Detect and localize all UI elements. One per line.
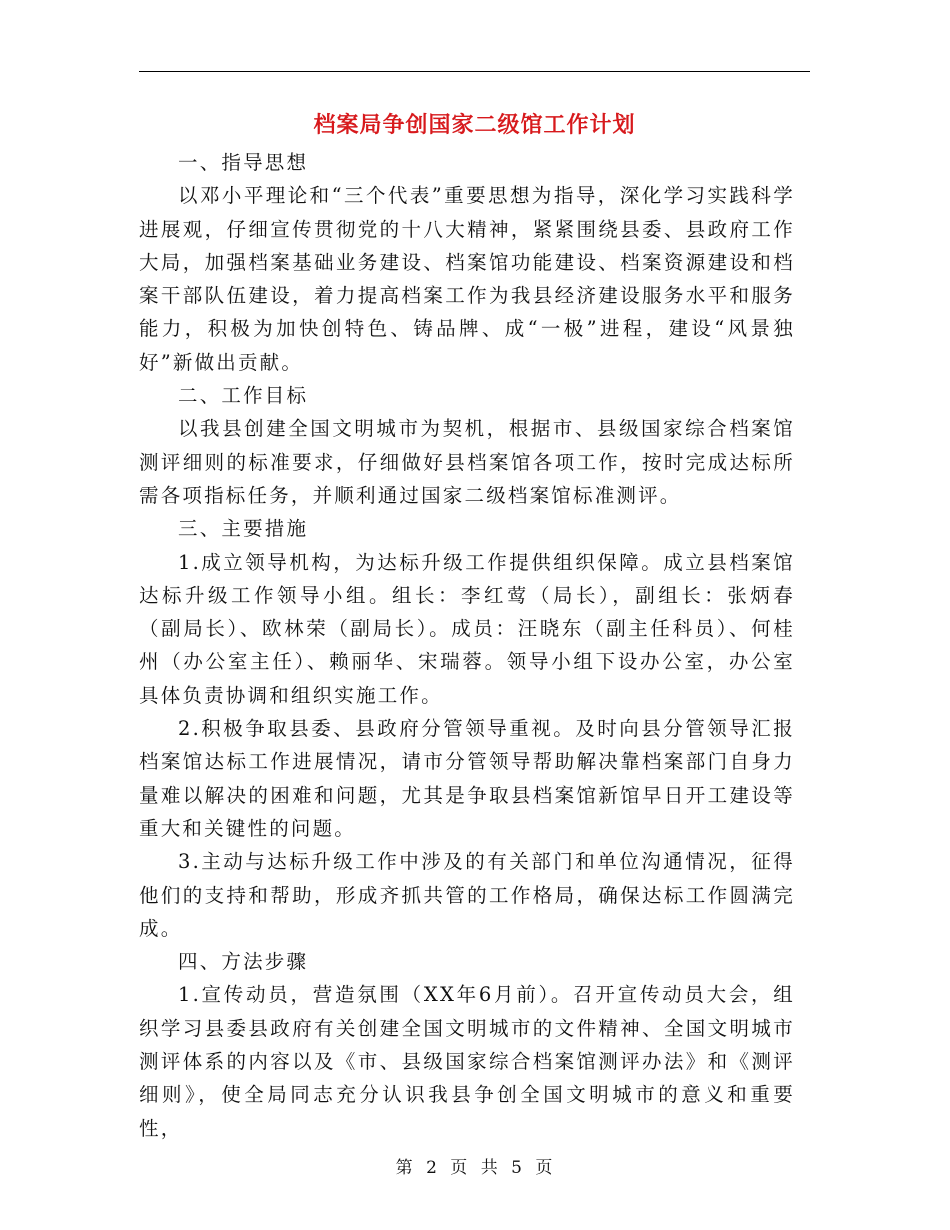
header-rule xyxy=(139,71,810,72)
paragraph: 3.主动与达标升级工作中涉及的有关部门和单位沟通情况，征得他们的支持和帮助，形成齐抓共管的工作格局，确保达标工作圆满完成。 xyxy=(139,850,795,940)
section-heading-1: 一、指导思想 xyxy=(178,151,309,174)
section-heading-2: 二、工作目标 xyxy=(178,384,309,408)
document-title: 档案局争创国家二级馆工作计划 xyxy=(313,112,636,138)
paragraph: 1.成立领导机构，为达标升级工作提供组织保障。成立县档案馆达标升级工作领导小组。组长：李红莺（局长），副组长：张炳春（副局长）、欧林荣（副局长）。成员：汪晓东（副主任科员）、何桂州（办公室主任）、赖丽华、宋瑞蓉。领导小组下设办公室，办公室具体负责协调和组织实施工作。 xyxy=(139,550,795,707)
page-footer: 第 2 页 共 5 页 xyxy=(395,1158,555,1178)
section-heading-3: 三、主要措施 xyxy=(178,517,309,541)
document-body xyxy=(139,146,795,1145)
paragraph: 1.宣传动员，营造氛围（XX年6月前）。召开宣传动员大会，组织学习县委县政府有关创建全国文明城市的文件精神、全国文明城市测评体系的内容以及《市、县级国家综合档案馆测评办法》和《测评细则》，使全局同志充分认识我县争创全国文明城市的意义和重要性， xyxy=(139,983,795,1140)
paragraph: 以邓小平理论和“三个代表”重要思想为指导，深化学习实践科学进展观，仔细宣传贯彻党的十八大精神，紧紧围绕县委、县政府工作大局，加强档案基础业务建设、档案馆功能建设、档案资源建设和档案干部队伍建设，着力提高档案工作为我县经济建设服务水平和服务能力，积极为加快创特色、铸品牌、成“一极”进程，建设“风景独好”新做出贡献。 xyxy=(139,184,795,374)
paragraph: 2.积极争取县委、县政府分管领导重视。及时向县分管领导汇报档案馆达标工作进展情况，请市分管领导帮助解决靠档案部门自身力量难以解决的困难和问题，尤其是争取县档案馆新馆早日开工建设等重大和关键性的问题。 xyxy=(139,717,795,840)
section-heading-4: 四、方法步骤 xyxy=(178,950,309,974)
paragraph: 以我县创建全国文明城市为契机，根据市、县级国家综合档案馆测评细则的标准要求，仔细做好县档案馆各项工作，按时完成达标所需各项指标任务，并顺利通过国家二级档案馆标准测评。 xyxy=(139,417,795,507)
